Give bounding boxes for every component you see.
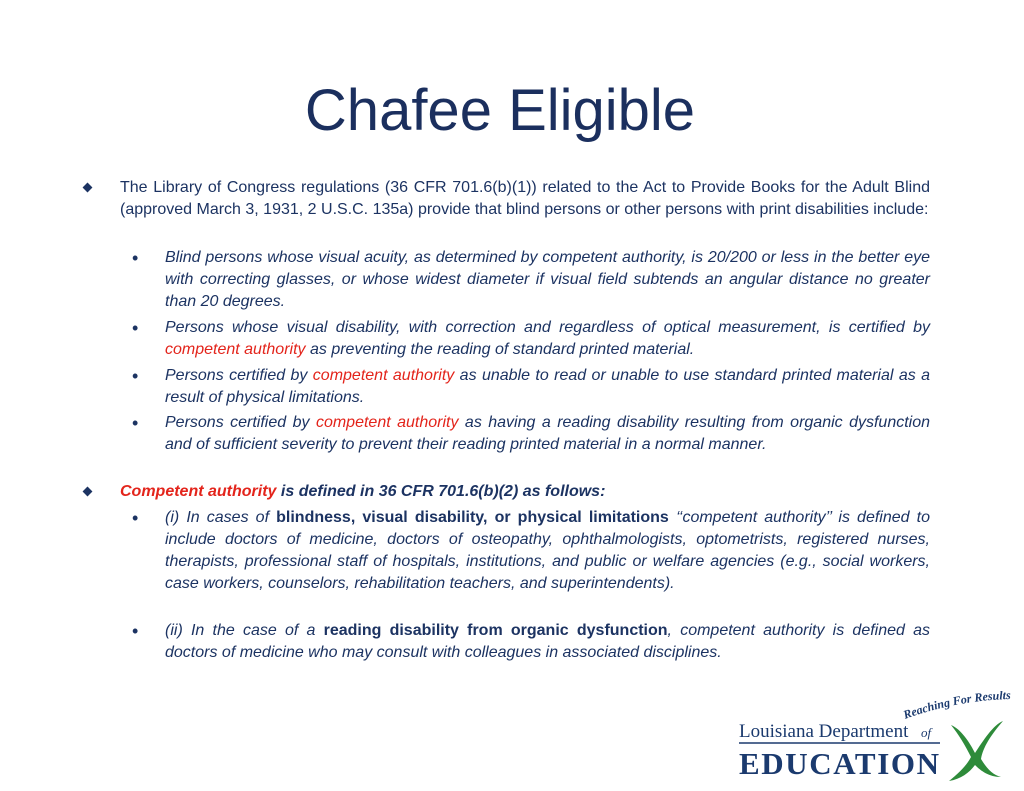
logo-tagline: Reaching For Results	[901, 688, 1011, 722]
sub-bullet-item	[132, 412, 931, 456]
bullet-text: is defined in 36 CFR 701.6(b)(2) as follows:	[276, 483, 606, 500]
bullet-text: The Library of Congress regulations (36 CFR 701.6(b)(1)) related to the Act to Provide Books for the Adult Blind (approved March 3, 1931, 2 U.S.C. 135a) provide that blind persons or other persons with print disabilities include:	[120, 179, 930, 218]
louisiana-doe-logo	[735, 685, 1020, 785]
sub-bullet-text: Persons certified by	[165, 367, 313, 384]
highlight-text: competent authority	[315, 414, 459, 431]
green-x-icon	[949, 721, 1003, 781]
highlight-text: competent authority	[165, 341, 306, 358]
logo-of: of	[921, 725, 932, 740]
sub-bullet-text: as having a reading disability resulting from organic dysfunction and of sufficient severity to prevent their reading printed material in a normal manner.	[165, 414, 931, 453]
sub-bullet-text: Persons whose visual disability, with correction and regardless of optical measurement, is certified by	[165, 319, 930, 336]
dot-bullet-icon: •	[132, 413, 139, 433]
highlight-text: competent authority	[312, 367, 455, 384]
logo-line2: EDUCATION	[739, 746, 939, 781]
sub-bullet-item	[132, 507, 930, 595]
sub-bullet-text: (ii) In the case of a	[165, 622, 324, 639]
sub-bullet-item	[132, 365, 931, 409]
diamond-bullet-icon	[83, 183, 93, 193]
bullet-item	[120, 177, 930, 221]
dot-bullet-icon: •	[132, 621, 139, 641]
sub-bullet-text: , competent authority is defined as doctors of medicine who may consult with colleagues in associated disciplines.	[165, 622, 931, 661]
logo-line1: Louisiana Department	[739, 721, 909, 742]
dot-bullet-icon: •	[132, 248, 139, 268]
dot-bullet-icon: •	[132, 318, 139, 338]
dot-bullet-icon: •	[132, 508, 139, 528]
sub-bullet-item	[132, 317, 930, 361]
diamond-bullet-icon	[83, 487, 93, 497]
sub-bullet-text: as unable to read or unable to use standard printed material as a result of physical limitations.	[165, 367, 931, 406]
bold-text: blindness, visual disability, or physical limitations	[276, 509, 669, 526]
sub-bullet-item	[132, 247, 930, 313]
slide-title: Chafee Eligible	[304, 78, 696, 143]
sub-bullet-text: Blind persons whose visual acuity, as determined by competent authority, is 20/200 or less in the better eye with correcting glasses, or whose widest diameter if visual field subtends an angular distance no greater than 20 degrees.	[165, 249, 930, 310]
sub-bullet-text: ‘‘competent authority’’ is defined to include doctors of medicine, doctors of osteopathy, ophthalmologists, optometrists, registered nurses, therapists, professional staff of hospitals, institutions, and public or welfare agencies (e.g., social workers, case workers, counselors, rehabilitation teachers, and superintendents).	[165, 509, 930, 592]
bold-text: reading disability from organic dysfunction	[323, 622, 668, 639]
sub-bullet-text: as preventing the reading of standard printed material.	[305, 341, 695, 358]
sub-bullet-text: Persons certified by	[165, 414, 316, 431]
bullet-item	[120, 481, 930, 503]
dot-bullet-icon: •	[132, 366, 139, 386]
sub-bullet-item	[132, 620, 931, 664]
sub-bullet-text: (i) In cases of	[165, 509, 277, 526]
highlight-text: Competent authority	[120, 483, 277, 500]
